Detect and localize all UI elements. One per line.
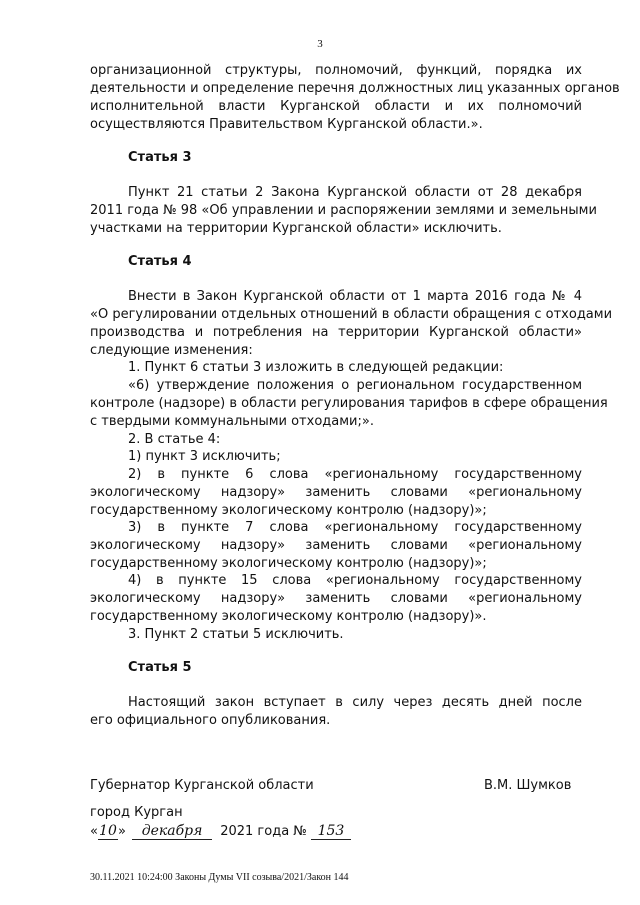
article4-line-19: государственному экологическому контролю (надзору)». <box>90 609 487 624</box>
article3-heading: Статья 3 <box>128 150 192 165</box>
article4-line-5: 1. Пункт 6 статьи 3 изложить в следующей редакции: <box>128 360 504 375</box>
page-number: 3 <box>317 38 323 50</box>
article4-line-12: экологическому надзору» заменить словами «региональному <box>90 485 582 500</box>
document-footer: 30.11.2021 10:24:00 Законы Думы VII созыва/2021/Закон 144 <box>90 872 349 883</box>
article4-line-13: государственному экологическому контролю (надзору)»; <box>90 503 487 518</box>
article4-line-15: экологическому надзору» заменить словами «региональному <box>90 538 582 553</box>
article3-line-3: участками на территории Курганской области» исключить. <box>90 221 502 236</box>
article4-line-4: следующие изменения: <box>90 343 253 358</box>
date-close-quote: » <box>117 824 126 839</box>
article4-heading: Статья 4 <box>128 254 192 269</box>
date-month: декабря <box>132 823 212 840</box>
article4-line-6: «6) утверждение положения о региональном государственном <box>128 378 582 393</box>
law-number: 153 <box>311 823 351 840</box>
article4-line-3: производства и потребления на территории Курганской области» <box>90 325 582 340</box>
article4-line-16: государственному экологическому контролю (надзору)»; <box>90 556 487 571</box>
article4-line-20: 3. Пункт 2 статьи 5 исключить. <box>128 627 344 642</box>
article4-line-11: 2) в пункте 6 слова «региональному государственному <box>128 467 582 482</box>
signing-date <box>90 823 351 840</box>
article3-line-2: 2011 года № 98 «Об управлении и распоряжении землями и земельными <box>90 203 597 218</box>
article5-heading: Статья 5 <box>128 660 192 675</box>
date-year-text: 2021 года № <box>220 824 307 839</box>
article4-line-9: 2. В статье 4: <box>128 432 221 447</box>
article5-line-2: его официального опубликования. <box>90 713 331 728</box>
article3-line-1: Пункт 21 статьи 2 Закона Курганской области от 28 декабря <box>128 185 582 200</box>
date-open-quote: « <box>90 824 98 839</box>
article4-line-1: Внести в Закон Курганской области от 1 марта 2016 года № 4 <box>128 289 582 304</box>
article4-line-17: 4) в пункте 15 слова «региональному государственному <box>128 573 582 588</box>
article4-line-2: «О регулировании отдельных отношений в области обращения с отходами <box>90 307 613 322</box>
intro-line-2: деятельности и определение перечня должностных лиц указанных органов <box>90 81 620 96</box>
article4-line-14: 3) в пункте 7 слова «региональному государственному <box>128 520 582 535</box>
intro-line-1: организационной структуры, полномочий, функций, порядка их <box>90 63 582 78</box>
city-name: город Курган <box>90 805 183 820</box>
article4-line-10: 1) пункт 3 исключить; <box>128 449 281 464</box>
article4-line-7: контроле (надзоре) в области регулирования тарифов в сфере обращения <box>90 396 608 411</box>
signatory-name: В.М. Шумков <box>484 778 572 793</box>
date-day: 10 <box>99 823 117 839</box>
intro-line-4: осуществляются Правительством Курганской области.». <box>90 117 483 132</box>
article4-line-8: с твердыми коммунальными отходами;». <box>90 414 374 429</box>
signatory-position: Губернатор Курганской области <box>90 778 314 793</box>
article5-line-1: Настоящий закон вступает в силу через десять дней после <box>128 695 582 710</box>
intro-line-3: исполнительной власти Курганской области и их полномочий <box>90 99 582 114</box>
article4-line-18: экологическому надзору» заменить словами «региональному <box>90 591 582 606</box>
